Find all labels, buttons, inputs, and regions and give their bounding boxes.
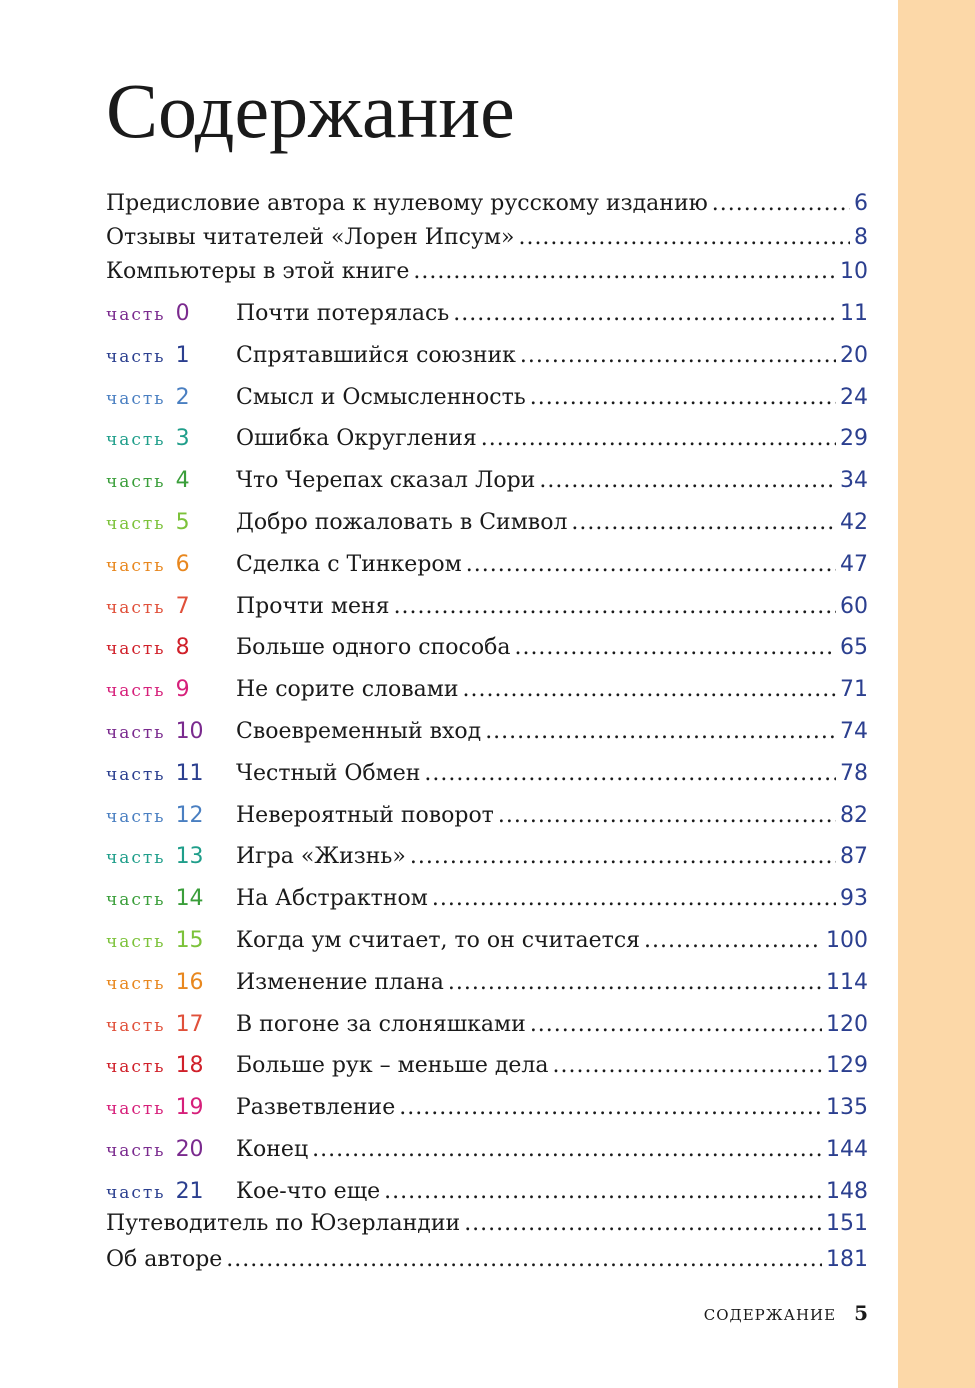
toc-chapter-row[interactable] (106, 677, 868, 707)
chapter-label (106, 761, 236, 786)
chapter-label (106, 719, 236, 744)
dot-leader (384, 1179, 822, 1204)
toc-chapter-row[interactable] (106, 1012, 868, 1042)
entry-page-number: 151 (826, 1211, 868, 1236)
toc-chapter-row[interactable] (106, 552, 868, 582)
dot-leader (394, 594, 836, 619)
dot-leader (410, 844, 836, 869)
chapter-label (106, 635, 236, 660)
toc-chapter-row[interactable] (106, 343, 868, 373)
dot-leader (463, 677, 836, 702)
chapter-word: часть (106, 598, 166, 618)
entry-title: Игра «Жизнь» (236, 844, 406, 869)
entry-title: Спрятавшийся союзник (236, 343, 516, 368)
entry-page-number: 10 (840, 259, 868, 284)
dot-leader (530, 385, 836, 410)
toc-chapter-row[interactable] (106, 635, 868, 665)
chapter-word: часть (106, 1141, 166, 1161)
chapter-word: часть (106, 639, 166, 659)
chapter-label (106, 1053, 236, 1078)
dot-leader (464, 1211, 822, 1236)
entry-title: Сделка с Тинкером (236, 552, 462, 577)
chapter-word: часть (106, 556, 166, 576)
entry-page-number: 29 (840, 426, 868, 451)
toc-chapter-row[interactable] (106, 803, 868, 833)
entry-page-number: 34 (840, 468, 868, 493)
entry-title: Разветвление (236, 1095, 396, 1120)
entry-title: Честный Обмен (236, 761, 421, 786)
page-title: Содержание (106, 67, 515, 154)
entry-title: Добро пожаловать в Символ (236, 510, 568, 535)
chapter-number: 11 (175, 761, 204, 786)
chapter-word: часть (106, 472, 166, 492)
chapter-label (106, 677, 236, 702)
entry-page-number: 120 (826, 1012, 868, 1037)
chapter-label (106, 1012, 236, 1037)
dot-leader (644, 928, 822, 953)
toc-chapter-row[interactable] (106, 1137, 868, 1167)
entry-page-number: 8 (854, 225, 868, 250)
dot-leader (399, 1095, 822, 1120)
entry-page-number: 74 (840, 719, 868, 744)
dot-leader (466, 552, 836, 577)
chapter-number: 19 (175, 1095, 204, 1120)
dot-leader (432, 886, 836, 911)
chapter-word: часть (106, 305, 166, 325)
dot-leader (571, 510, 836, 535)
chapter-number: 0 (175, 301, 190, 326)
chapter-word: часть (106, 681, 166, 701)
entry-page-number: 6 (854, 191, 868, 216)
chapter-label (106, 385, 236, 410)
dot-leader (481, 426, 836, 451)
chapter-word: часть (106, 389, 166, 409)
entry-page-number: 20 (840, 343, 868, 368)
entry-page-number: 42 (840, 510, 868, 535)
chapter-number: 8 (175, 635, 190, 660)
entry-title: Компьютеры в этой книге (106, 259, 410, 284)
dot-leader (518, 225, 850, 250)
entry-page-number: 87 (840, 844, 868, 869)
side-color-band (898, 0, 975, 1388)
entry-title: Своевременный вход (236, 719, 482, 744)
chapter-number: 6 (175, 552, 190, 577)
toc-entry-row[interactable] (106, 191, 868, 221)
chapter-label (106, 1179, 236, 1204)
toc-chapter-row[interactable] (106, 886, 868, 916)
entry-title: Конец (236, 1137, 309, 1162)
footer-page-number: 5 (854, 1301, 868, 1325)
dot-leader (498, 803, 836, 828)
chapter-number: 21 (175, 1179, 204, 1204)
entry-title: Изменение плана (236, 970, 444, 995)
entry-page-number: 82 (840, 803, 868, 828)
entry-title: Когда ум считает, то он считается (236, 928, 641, 953)
toc-entry-row[interactable] (106, 225, 868, 255)
chapter-label (106, 468, 236, 493)
chapter-word: часть (106, 430, 166, 450)
chapter-label (106, 301, 236, 326)
entry-title: Смысл и Осмысленность (236, 385, 526, 410)
entry-title: Отзывы читателей «Лорен Ипсум» (106, 225, 515, 250)
chapter-number: 9 (175, 677, 190, 702)
chapter-number: 15 (175, 928, 204, 953)
chapter-label (106, 803, 236, 828)
dot-leader (539, 468, 836, 493)
chapter-word: часть (106, 974, 166, 994)
toc-chapter-row[interactable] (106, 301, 868, 331)
entry-page-number: 47 (840, 552, 868, 577)
toc-chapter-row[interactable] (106, 385, 868, 415)
chapter-label (106, 594, 236, 619)
entry-title: Почти потерялась (236, 301, 450, 326)
chapter-word: часть (106, 807, 166, 827)
entry-page-number: 93 (840, 886, 868, 911)
chapter-number: 16 (175, 970, 204, 995)
toc-chapter-row[interactable] (106, 468, 868, 498)
dot-leader (448, 970, 822, 995)
chapter-number: 4 (175, 468, 190, 493)
footer-running-head: СОДЕРЖАНИЕ (703, 1306, 837, 1324)
toc-chapter-row[interactable] (106, 719, 868, 749)
toc-chapter-row[interactable] (106, 594, 868, 624)
chapter-word: часть (106, 1016, 166, 1036)
chapter-label (106, 970, 236, 995)
entry-title: Предисловие автора к нулевому русскому изданию (106, 191, 708, 216)
entry-page-number: 60 (840, 594, 868, 619)
chapter-number: 17 (175, 1012, 204, 1037)
entry-title: Что Черепах сказал Лори (236, 468, 536, 493)
chapter-number: 7 (175, 594, 190, 619)
chapter-word: часть (106, 848, 166, 868)
entry-page-number: 100 (826, 928, 868, 953)
entry-title: Не сорите словами (236, 677, 459, 702)
entry-title: В погоне за слоняшками (236, 1012, 526, 1037)
chapter-number: 14 (175, 886, 204, 911)
dot-leader (424, 761, 836, 786)
chapter-label (106, 552, 236, 577)
chapter-label (106, 510, 236, 535)
chapter-number: 20 (175, 1137, 204, 1162)
chapter-number: 5 (175, 510, 190, 535)
toc-entry-row[interactable] (106, 1211, 868, 1241)
entry-page-number: 65 (840, 635, 868, 660)
chapter-word: часть (106, 514, 166, 534)
chapter-label (106, 844, 236, 869)
dot-leader (712, 191, 850, 216)
dot-leader (485, 719, 836, 744)
chapter-number: 2 (175, 385, 190, 410)
chapter-label (106, 343, 236, 368)
entry-title: Больше рук – меньше дела (236, 1053, 549, 1078)
chapter-number: 12 (175, 803, 204, 828)
dot-leader (514, 635, 836, 660)
entry-page-number: 135 (826, 1095, 868, 1120)
entry-page-number: 148 (826, 1179, 868, 1204)
chapter-number: 10 (175, 719, 204, 744)
chapter-number: 1 (175, 343, 190, 368)
chapter-number: 18 (175, 1053, 204, 1078)
entry-title: Ошибка Округления (236, 426, 477, 451)
toc-entry-row[interactable] (106, 1247, 868, 1277)
toc-chapter-row[interactable] (106, 970, 868, 1000)
chapter-word: часть (106, 1099, 166, 1119)
dot-leader (312, 1137, 822, 1162)
toc-chapter-row[interactable] (106, 1095, 868, 1125)
entry-title: Путеводитель по Юзерландии (106, 1211, 461, 1236)
toc-chapter-row[interactable] (106, 844, 868, 874)
chapter-number: 13 (175, 844, 204, 869)
toc-entry-row[interactable] (106, 259, 868, 289)
entry-page-number: 114 (826, 970, 868, 995)
dot-leader (553, 1053, 823, 1078)
dot-leader (520, 343, 836, 368)
dot-leader (530, 1012, 822, 1037)
dot-leader (413, 259, 836, 284)
entry-page-number: 71 (840, 677, 868, 702)
entry-page-number: 129 (826, 1053, 868, 1078)
chapter-label (106, 1137, 236, 1162)
entry-page-number: 144 (826, 1137, 868, 1162)
toc-chapter-row[interactable] (106, 426, 868, 456)
entry-page-number: 24 (840, 385, 868, 410)
entry-title: Кое-что еще (236, 1179, 381, 1204)
chapter-number: 3 (175, 426, 190, 451)
chapter-word: часть (106, 1183, 166, 1203)
entry-title: На Абстрактном (236, 886, 428, 911)
entry-page-number: 11 (840, 301, 868, 326)
toc-chapter-row[interactable] (106, 1053, 868, 1083)
toc-chapter-row[interactable] (106, 510, 868, 540)
dot-leader (226, 1247, 822, 1272)
entry-title: Невероятный поворот (236, 803, 494, 828)
entry-title: Прочти меня (236, 594, 390, 619)
chapter-label (106, 928, 236, 953)
entry-page-number: 181 (826, 1247, 868, 1272)
dot-leader (453, 301, 836, 326)
chapter-word: часть (106, 1057, 166, 1077)
toc-chapter-row[interactable] (106, 1179, 868, 1209)
page-footer (650, 1301, 868, 1325)
chapter-word: часть (106, 723, 166, 743)
chapter-word: часть (106, 765, 166, 785)
chapter-word: часть (106, 347, 166, 367)
entry-title: Больше одного способа (236, 635, 511, 660)
toc-chapter-row[interactable] (106, 761, 868, 791)
entry-page-number: 78 (840, 761, 868, 786)
entry-title: Об авторе (106, 1247, 223, 1272)
chapter-word: часть (106, 932, 166, 952)
toc-chapter-row[interactable] (106, 928, 868, 958)
chapter-word: часть (106, 890, 166, 910)
chapter-label (106, 886, 236, 911)
chapter-label (106, 426, 236, 451)
chapter-label (106, 1095, 236, 1120)
